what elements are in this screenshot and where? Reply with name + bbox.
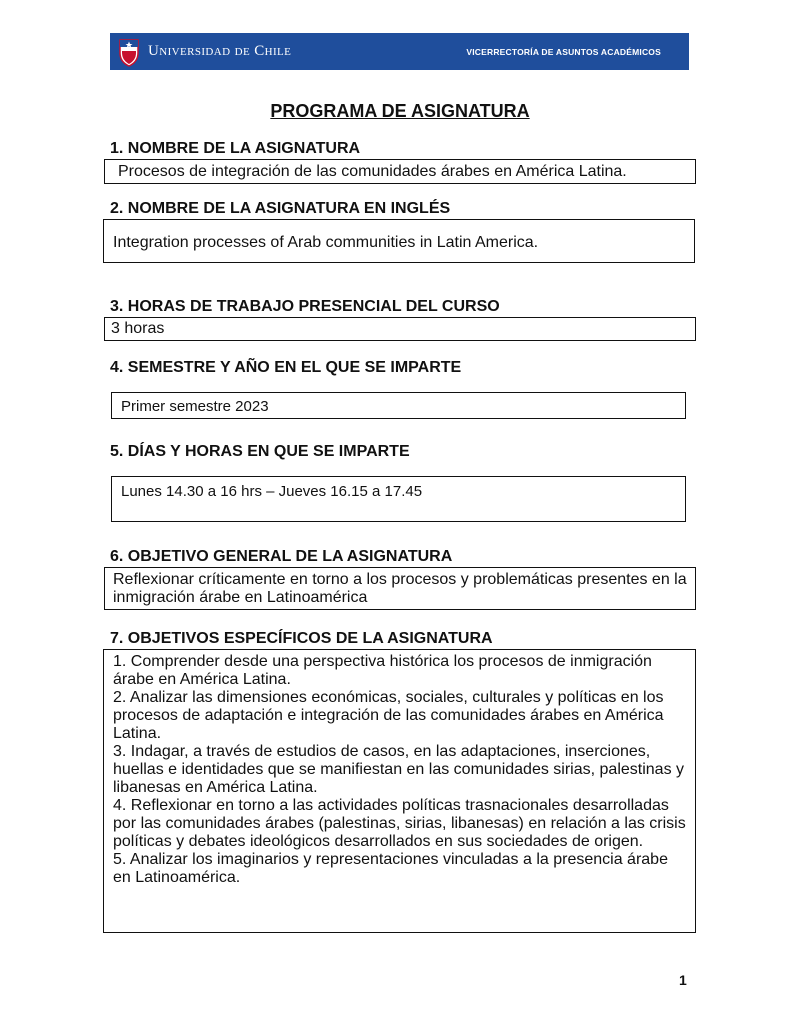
section-4-box (111, 392, 686, 419)
section-5-content: Lunes 14.30 a 16 hrs – Jueves 16.15 a 17.45 (121, 483, 423, 500)
section-6-box (104, 567, 696, 610)
section-3-box (104, 317, 696, 341)
section-2-heading: 2. NOMBRE DE LA ASIGNATURA EN INGLÉS (110, 200, 451, 217)
university-logo (110, 33, 291, 70)
section-5-heading: 5. DÍAS Y HORAS EN QUE SE IMPARTE (110, 443, 410, 460)
section-6-heading: 6. OBJETIVO GENERAL DE LA ASIGNATURA (110, 548, 453, 565)
objective-item: 1. Comprender desde una perspectiva histórica los procesos de inmigración árabe en América Latina. (113, 653, 652, 688)
document-title: PROGRAMA DE ASIGNATURA (270, 101, 530, 121)
university-name: Universidad de Chile (148, 43, 292, 59)
page-number: 1 (679, 972, 687, 988)
section-7-heading: 7. OBJETIVOS ESPECÍFICOS DE LA ASIGNATURA (110, 630, 493, 647)
section-1-content: Procesos de integración de las comunidades árabes en América Latina. (118, 163, 627, 180)
university-crest-icon (118, 37, 140, 67)
section-3-content: 3 horas (111, 320, 165, 337)
office-name: VICERRECTORÍA DE ASUNTOS ACADÉMICOS (466, 46, 661, 57)
section-7-box (103, 649, 696, 933)
section-2-content: Integration processes of Arab communities in Latin America. (113, 234, 539, 251)
section-6-content: Reflexionar críticamente en torno a los procesos y problemáticas presentes en la inmigración árabe en Latinoamérica (113, 571, 687, 606)
section-4-content: Primer semestre 2023 (121, 398, 269, 415)
section-1-heading: 1. NOMBRE DE LA ASIGNATURA (110, 140, 361, 157)
section-4-heading: 4. SEMESTRE Y AÑO EN EL QUE SE IMPARTE (110, 359, 462, 376)
objective-item: 3. Indagar, a través de estudios de casos, en las adaptaciones, inserciones, huellas e identidades que se manifiestan en las comunidades sirias, palestinas y libanesas en América Latina. (113, 743, 685, 796)
objective-item: 2. Analizar las dimensiones económicas, sociales, culturales y políticas en los procesos de adaptación e integración de las comunidades árabes en América Latina. (113, 689, 664, 742)
objective-item: 4. Reflexionar en torno a las actividades políticas trasnacionales desarrolladas por las comunidades árabes (palestinas, sirias, libanesas) en relación a las crisis políticas y debates ideológicos desarrollados en sus sociedades de origen. (113, 797, 686, 850)
section-2-box (103, 219, 695, 263)
objective-item: 5. Analizar los imaginarios y representaciones vinculadas a la presencia árabe en Latinoamérica. (113, 851, 668, 886)
section-1-box (104, 159, 696, 184)
section-5-box (111, 476, 686, 522)
section-3-heading: 3. HORAS DE TRABAJO PRESENCIAL DEL CURSO (110, 298, 500, 315)
header-banner (110, 33, 689, 70)
